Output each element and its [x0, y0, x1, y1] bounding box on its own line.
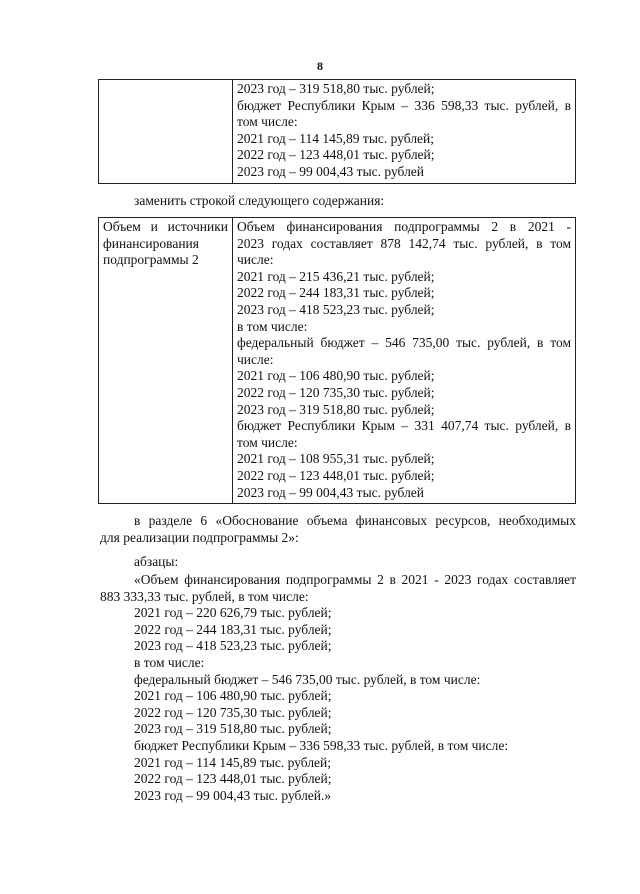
quote-line: 883 333,33 тыс. рублей, в том числе: [100, 588, 309, 604]
quote-line: 2023 год – 99 004,43 тыс. рублей.» [134, 787, 332, 803]
cell-line: бюджет Республики Крым – 331 407,74 тыс. рублей, в [237, 418, 571, 434]
cell-line: 2021 год – 114 145,89 тыс. рублей; [237, 130, 435, 146]
quote-line: «Объем финансирования подпрограммы 2 в 2021 - 2023 годах составляет [134, 572, 576, 587]
cell-line: 2022 год – 123 448,01 тыс. рублей; [237, 147, 435, 163]
paragraph-line: для реализации подпрограммы 2»: [100, 529, 299, 545]
table-row [99, 80, 576, 184]
table-cell-left [99, 218, 233, 504]
cell-line: 2022 год – 244 183,31 тыс. рублей; [237, 285, 435, 301]
cell-line: федеральный бюджет – 546 735,00 тыс. рублей, в том [237, 335, 571, 351]
table-row [99, 218, 576, 504]
cell-line: 2021 год – 108 955,31 тыс. рублей; [237, 451, 435, 467]
quote-line: федеральный бюджет – 546 735,00 тыс. рублей, в том числе: [134, 671, 481, 687]
quote-line: 2023 год – 418 523,23 тыс. рублей; [134, 638, 332, 654]
quote-line: 2022 год – 120 735,30 тыс. рублей; [134, 704, 332, 720]
cell-line: 2021 год – 215 436,21 тыс. рублей; [237, 268, 435, 284]
page-number: 8 [317, 59, 323, 73]
quote-block [100, 572, 576, 804]
cell-line: бюджет Республики Крым – 336 598,33 тыс. рублей, в [237, 97, 571, 113]
cell-line: 2021 год – 106 480,90 тыс. рублей; [237, 368, 435, 384]
cell-line: 2022 год – 123 448,01 тыс. рублей; [237, 467, 435, 483]
table-cell-right [233, 218, 576, 504]
section-paragraph [100, 513, 576, 546]
quote-line: 2022 год – 244 183,31 тыс. рублей; [134, 621, 332, 637]
table-cell-right [233, 80, 576, 184]
cell-line: том числе: [237, 434, 298, 450]
cell-line: 2023 год – 319 518,80 тыс. рублей; [237, 401, 435, 417]
cell-line: Объем финансирования подпрограммы 2 в 2021 - [237, 219, 571, 234]
cell-line: Объем и источники [103, 219, 228, 234]
quote-line: 2021 год – 114 145,89 тыс. рублей; [134, 754, 332, 770]
quote-line: бюджет Республики Крым – 336 598,33 тыс. рублей, в том числе: [134, 737, 509, 753]
cell-line: финансирования [103, 235, 199, 251]
quote-line: 2021 год – 220 626,79 тыс. рублей; [134, 605, 332, 621]
cell-line: подпрограммы 2 [103, 252, 199, 268]
table-existing [98, 79, 576, 184]
table-replacement [98, 217, 576, 504]
quote-line: в том числе: [134, 654, 205, 670]
cell-line: 2023 год – 99 004,43 тыс. рублей [237, 163, 425, 179]
quote-line: 2023 год – 319 518,80 тыс. рублей; [134, 721, 332, 737]
cell-line: 2023 годах составляет 878 142,74 тыс. рублей, в том [237, 235, 571, 251]
cell-line: числе: [237, 252, 274, 268]
cell-line: 2023 год – 319 518,80 тыс. рублей; [237, 81, 435, 96]
cell-line: том числе: [237, 114, 298, 130]
quote-line: 2022 год – 123 448,01 тыс. рублей; [134, 771, 332, 787]
paragraph-line: в разделе 6 «Обоснование объема финансовых ресурсов, необходимых [134, 513, 576, 528]
replace-instruction: заменить строкой следующего содержания: [134, 193, 385, 208]
cell-line: 2022 год – 120 735,30 тыс. рублей; [237, 384, 435, 400]
abzacy-label: абзацы: [134, 554, 179, 569]
cell-line: в том числе: [237, 318, 308, 334]
table-cell-left [99, 80, 233, 184]
cell-line: 2023 год – 418 523,23 тыс. рублей; [237, 301, 435, 317]
quote-line: 2021 год – 106 480,90 тыс. рублей; [134, 688, 332, 704]
cell-line: 2023 год – 99 004,43 тыс. рублей [237, 484, 425, 500]
cell-line: числе: [237, 351, 274, 367]
